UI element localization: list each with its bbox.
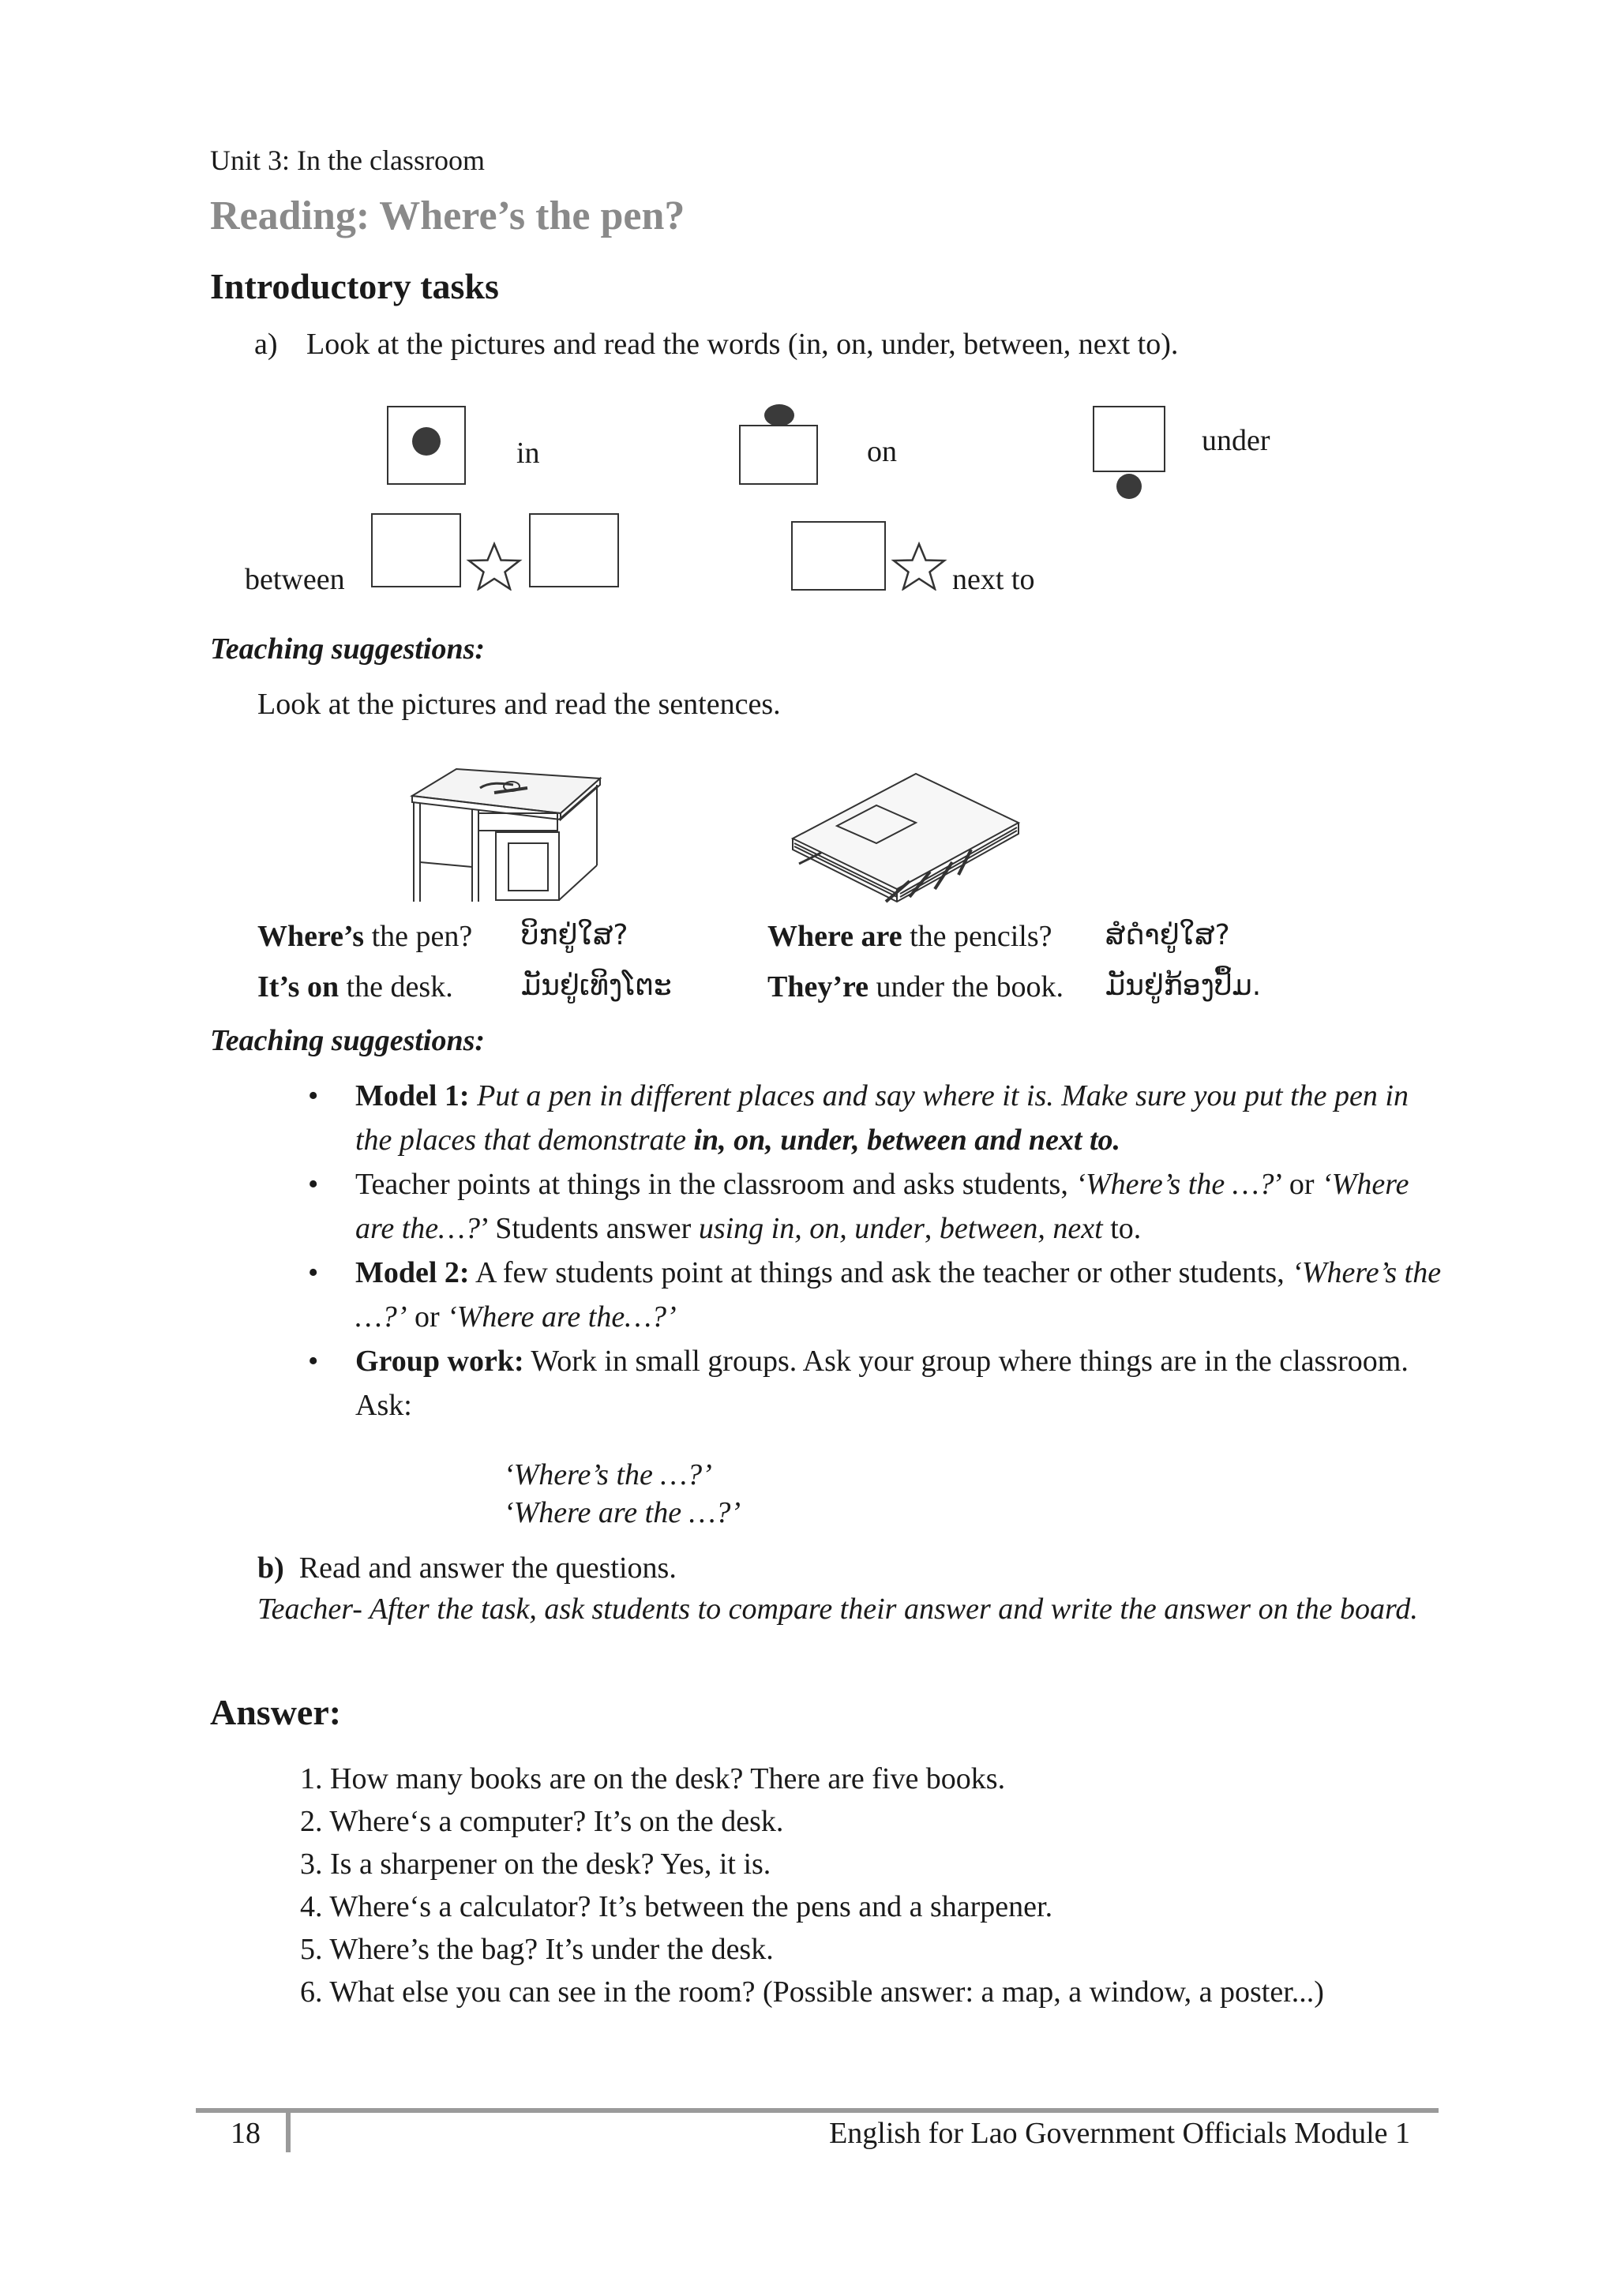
teaching-bullet-list [308, 1074, 1445, 1427]
bullet-model-2-label: Model 2: [355, 1256, 470, 1289]
on-box [739, 425, 818, 485]
sentence-left-question-lao: ບິກຢູ່ໃສ? [521, 919, 628, 951]
sentence-left-answer-lao: ມັນຢູ່ເທິງໂຕະ [521, 970, 672, 1002]
answer-item-4: 4. Where‘s a calculator? It’s between the pens and a sharpener. [300, 1890, 1053, 1923]
footer-divider [286, 2113, 291, 2152]
bullet-teacher-points-italic-3: using in, on, under [698, 1212, 925, 1245]
teaching-suggestions-heading-2: Teaching suggestions: [210, 1024, 486, 1057]
desk-with-pen-illustration [401, 767, 610, 903]
bullet-teacher-points-quote-2: ‘Where are the…? [355, 1168, 1409, 1245]
sentence-right-question [767, 919, 1052, 954]
sentence-left-question-bold: Where’s [257, 920, 365, 953]
teaching-suggestions-heading-1: Teaching suggestions: [210, 632, 486, 666]
page-number: 18 [231, 2117, 261, 2150]
sentence-right-answer-bold: They’re [767, 970, 869, 1004]
footer-book-title: English for Lao Government Officials Module 1 [829, 2117, 1410, 2150]
sentence-left-question-rest: the pen? [364, 920, 473, 953]
label-between: between [245, 563, 345, 596]
task-a-label: a) [254, 328, 278, 361]
task-b-text: Read and answer the questions. [298, 1551, 677, 1585]
bullet-teacher-points-text-b: ’ or [1274, 1168, 1322, 1201]
book-with-pencils-illustration [790, 771, 1023, 905]
bullet-group-work-text: Work in small groups. Ask your group where things are in the classroom. Ask: [355, 1345, 1409, 1422]
bullet-model-1 [308, 1074, 1445, 1162]
next-to-box [791, 521, 886, 591]
next-to-star-icon [891, 542, 947, 591]
sentence-right-answer-rest: under the book. [869, 970, 1064, 1004]
answer-item-1: 1. How many books are on the desk? There are five books. [300, 1762, 1006, 1795]
sentence-left-answer-rest: the desk. [339, 970, 453, 1004]
answer-list [300, 1758, 1324, 2013]
bullet-teacher-points-italic-4: between, next [939, 1212, 1103, 1245]
answer-item-2: 2. Where‘s a computer? It’s on the desk. [300, 1805, 784, 1838]
task-b-label: b) [257, 1551, 284, 1585]
bullet-model-2-text: A few students point at things and ask the teacher or other students, [469, 1256, 1292, 1289]
task-b [257, 1551, 677, 1585]
label-on: on [867, 435, 897, 468]
footer-rule [196, 2108, 1439, 2113]
answer-item-6: 6. What else you can see in the room? (Possible answer: a map, a window, a poster...) [300, 1975, 1324, 2009]
group-work-question-1: ‘Where’s the …?’ [504, 1458, 712, 1491]
bullet-teacher-points-text-c: ’ Students answer [479, 1212, 699, 1245]
sentence-right-question-rest: the pencils? [902, 920, 1052, 953]
sentence-right-answer-lao: ມັນຢູ່ກ້ອງປຶ້ມ. [1105, 970, 1262, 1002]
task-a-text: Look at the pictures and read the words (in, on, under, between, next to). [306, 328, 1179, 361]
bullet-model-1-emphasis: in, on, under, between and next to. [693, 1124, 1121, 1157]
sentence-right-answer [767, 970, 1064, 1004]
bullet-group-work-label: Group work: [355, 1345, 524, 1378]
answer-item-3: 3. Is a sharpener on the desk? Yes, it is. [300, 1848, 771, 1881]
sentence-right-question-bold: Where are [767, 920, 902, 953]
bullet-group-work [308, 1339, 1445, 1427]
bullet-teacher-points-text-e: to. [1102, 1212, 1142, 1245]
unit-label: Unit 3: In the classroom [210, 144, 485, 176]
bullet-teacher-points [308, 1162, 1445, 1251]
in-dot [412, 427, 441, 456]
bullet-model-2-or: or [407, 1300, 448, 1334]
between-left-box [371, 513, 461, 587]
bullet-model-2 [308, 1251, 1445, 1339]
on-dot [764, 404, 794, 426]
sentence-left-question [257, 919, 472, 954]
under-box [1093, 406, 1165, 472]
under-dot [1116, 474, 1142, 499]
sentence-left-answer-bold: It’s on [257, 970, 340, 1004]
sentence-right-question-lao: ສໍດໍາຢູ່ໃສ? [1105, 919, 1230, 951]
answer-item-5: 5. Where’s the bag? It’s under the desk. [300, 1933, 774, 1966]
between-star-icon [466, 542, 523, 591]
label-in: in [516, 437, 540, 470]
bullet-model-1-label: Model 1: [355, 1079, 470, 1112]
sentence-left-answer [257, 970, 453, 1004]
bullet-teacher-points-text-a: Teacher points at things in the classroom and asks students, [355, 1168, 1076, 1201]
label-under: under [1202, 424, 1270, 457]
bullet-model-2-quote-1: ‘Where’s the …?’ [355, 1256, 1442, 1334]
bullet-teacher-points-text-d: , [924, 1212, 940, 1245]
teaching-suggestions-text-1: Look at the pictures and read the sentences. [257, 688, 781, 721]
answer-heading: Answer: [210, 1692, 342, 1732]
introductory-tasks-heading: Introductory tasks [210, 266, 499, 306]
bullet-model-2-quote-2: ‘Where are the…?’ [447, 1300, 677, 1334]
task-a [254, 327, 1178, 362]
bullet-model-1-text: Put a pen in different places and say where it is. Make sure you put the pen in the places that demonstrate [355, 1079, 1409, 1157]
between-right-box [529, 513, 619, 587]
bullet-teacher-points-quote-1: ‘Where’s the …? [1075, 1168, 1274, 1201]
task-b-teacher-note: Teacher- After the task, ask students to compare their answer and write the answer on the board. [257, 1593, 1418, 1626]
label-next-to: next to [952, 563, 1035, 596]
group-work-question-2: ‘Where are the …?’ [504, 1496, 741, 1529]
page-title: Reading: Where’s the pen? [210, 193, 685, 238]
